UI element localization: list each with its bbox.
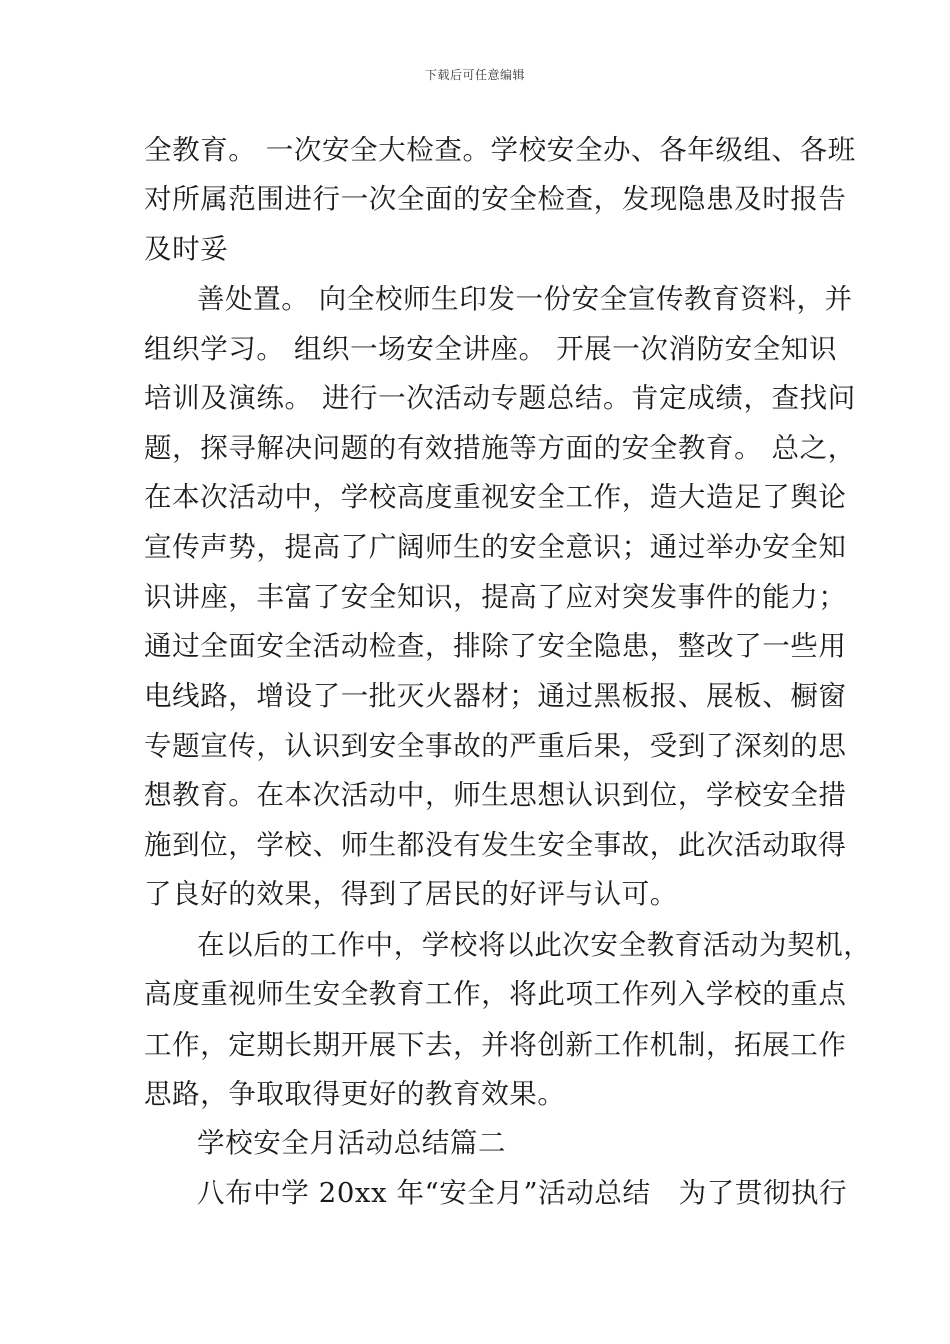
text-line: 培训及演练。 进行一次活动专题总结。肯定成绩，查找问	[144, 382, 856, 414]
text-line: 想教育。在本次活动中，师生思想认识到位，学校安全措	[144, 779, 847, 811]
text-line: 善处置。 向全校师生印发一份安全宣传教育资料，并	[197, 283, 853, 315]
text-line: 了良好的效果，得到了居民的好评与认可。	[144, 878, 678, 910]
text-line: 识讲座，丰富了安全知识，提高了应对突发事件的能力；	[144, 581, 847, 613]
text-line: 电线路，增设了一批灭火器材；通过黑板报、展板、橱窗	[144, 680, 847, 712]
text-line: 工作，定期长期开展下去，并将创新工作机制，拓展工作	[144, 1029, 847, 1061]
section-title: 学校安全月活动总结篇二	[197, 1127, 507, 1159]
text-line: 在以后的工作中，学校将以此次安全教育活动为契机，	[197, 929, 872, 961]
text-line: 专题宣传，认识到安全事故的严重后果，受到了深刻的思	[144, 730, 847, 762]
text-line: 高度重视师生安全教育工作，将此项工作列入学校的重点	[144, 978, 847, 1010]
text-line: 及时妥	[144, 233, 229, 265]
page-header: 下载后可任意编辑	[424, 68, 525, 82]
text-line: 宣传声势，提高了广阔师生的安全意识；通过举办安全知	[144, 531, 847, 563]
text-line: 思路，争取取得更好的教育效果。	[144, 1078, 566, 1110]
text-line: 通过全面安全活动检查，排除了安全隐患，整改了一些用	[144, 630, 847, 662]
text-line: 题，探寻解决问题的有效措施等方面的安全教育。 总之，	[144, 432, 856, 464]
text-line: 组织学习。 组织一场安全讲座。 开展一次消防安全知识	[144, 333, 838, 365]
text-line: 八布中学 20xx 年“安全月”活动总结 为了贯彻执行	[197, 1177, 848, 1209]
text-line: 施到位，学校、师生都没有发生安全事故，此次活动取得	[144, 829, 847, 861]
text-line: 在本次活动中，学校高度重视安全工作，造大造足了舆论	[144, 481, 847, 513]
text-line: 全教育。 一次安全大检查。学校安全办、各年级组、各班	[144, 134, 856, 166]
text-line: 对所属范围进行一次全面的安全检查，发现隐患及时报告	[144, 183, 847, 215]
